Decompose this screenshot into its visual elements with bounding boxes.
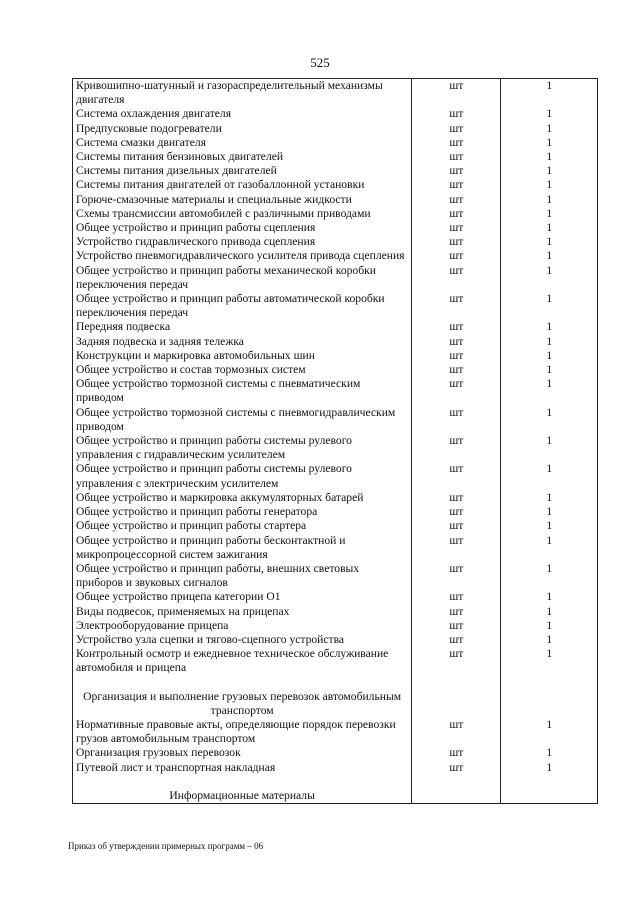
- item-quantity: 1: [501, 221, 598, 235]
- table-row: [73, 264, 598, 292]
- table-row: [73, 150, 598, 164]
- item-quantity: 1: [501, 107, 598, 121]
- table-row: [73, 164, 598, 178]
- item-quantity: 1: [501, 562, 598, 590]
- item-quantity: 1: [501, 647, 598, 675]
- item-name: Общее устройство и принцип работы бесконтактной и микропроцессорной систем зажигания: [73, 534, 412, 562]
- table-row: [73, 633, 598, 647]
- item-quantity: 1: [501, 633, 598, 647]
- table-row: [73, 107, 598, 121]
- item-name: Устройство узла сцепки и тягово-сцепного устройства: [73, 633, 412, 647]
- item-unit: шт: [412, 79, 501, 108]
- empty-cell: [412, 789, 501, 804]
- item-name: Конструкции и маркировка автомобильных шин: [73, 349, 412, 363]
- item-quantity: 1: [501, 605, 598, 619]
- item-quantity: 1: [501, 619, 598, 633]
- item-quantity: 1: [501, 178, 598, 192]
- table-row: [73, 647, 598, 675]
- item-name: Системы питания дизельных двигателей: [73, 164, 412, 178]
- table-row: [73, 178, 598, 192]
- spacer-row: [73, 775, 598, 789]
- item-unit: шт: [412, 292, 501, 320]
- table-row: [73, 193, 598, 207]
- item-name: Передняя подвеска: [73, 320, 412, 334]
- item-name: Система смазки двигателя: [73, 136, 412, 150]
- table-row: [73, 377, 598, 405]
- item-name: Устройство гидравлического привода сцепления: [73, 235, 412, 249]
- spacer-row: [73, 676, 598, 690]
- item-quantity: 1: [501, 79, 598, 108]
- table-row: [73, 462, 598, 490]
- empty-cell: [412, 676, 501, 690]
- item-name: Схемы трансмиссии автомобилей с различными приводами: [73, 207, 412, 221]
- empty-cell: [412, 690, 501, 718]
- item-quantity: 1: [501, 122, 598, 136]
- item-name: Виды подвесок, применяемых на прицепах: [73, 605, 412, 619]
- item-quantity: 1: [501, 377, 598, 405]
- item-name: Задняя подвеска и задняя тележка: [73, 335, 412, 349]
- item-unit: шт: [412, 150, 501, 164]
- item-name: Общее устройство и принцип работы стартера: [73, 519, 412, 533]
- item-unit: шт: [412, 320, 501, 334]
- item-unit: шт: [412, 746, 501, 760]
- item-quantity: 1: [501, 136, 598, 150]
- item-unit: шт: [412, 249, 501, 263]
- item-quantity: 1: [501, 335, 598, 349]
- item-name: Общее устройство и маркировка аккумуляторных батарей: [73, 491, 412, 505]
- item-quantity: 1: [501, 462, 598, 490]
- item-unit: шт: [412, 519, 501, 533]
- item-quantity: 1: [501, 406, 598, 434]
- item-unit: шт: [412, 164, 501, 178]
- table-row: [73, 505, 598, 519]
- item-name: Общее устройство и принцип работы сцепления: [73, 221, 412, 235]
- equipment-table: [72, 78, 598, 804]
- item-name: Путевой лист и транспортная накладная: [73, 761, 412, 775]
- item-unit: шт: [412, 193, 501, 207]
- section-heading: Информационные материалы: [73, 789, 412, 804]
- item-unit: шт: [412, 462, 501, 490]
- item-unit: шт: [412, 534, 501, 562]
- table-row: [73, 491, 598, 505]
- item-unit: шт: [412, 718, 501, 746]
- item-quantity: 1: [501, 349, 598, 363]
- item-name: Общее устройство и принцип работы механической коробки переключения передач: [73, 264, 412, 292]
- item-unit: шт: [412, 349, 501, 363]
- item-name: Система охлаждения двигателя: [73, 107, 412, 121]
- table-row: [73, 363, 598, 377]
- table-row: [73, 221, 598, 235]
- table-row: [73, 207, 598, 221]
- item-unit: шт: [412, 505, 501, 519]
- table-row: [73, 292, 598, 320]
- item-quantity: 1: [501, 434, 598, 462]
- item-unit: шт: [412, 136, 501, 150]
- empty-cell: [501, 789, 598, 804]
- item-name: Системы питания двигателей от газобаллонной установки: [73, 178, 412, 192]
- table-row: [73, 434, 598, 462]
- item-quantity: 1: [501, 249, 598, 263]
- item-quantity: 1: [501, 519, 598, 533]
- item-name: Общее устройство и принцип работы системы рулевого управления с электрическим усилителем: [73, 462, 412, 490]
- item-quantity: 1: [501, 761, 598, 775]
- table-row: [73, 335, 598, 349]
- item-unit: шт: [412, 335, 501, 349]
- item-quantity: 1: [501, 150, 598, 164]
- item-name: Контрольный осмотр и ежедневное техническое обслуживание автомобиля и прицепа: [73, 647, 412, 675]
- item-name: Общее устройство прицепа категории О1: [73, 590, 412, 604]
- empty-cell: [73, 775, 412, 789]
- item-unit: шт: [412, 605, 501, 619]
- item-quantity: 1: [501, 207, 598, 221]
- table-row: [73, 605, 598, 619]
- item-name: Электрооборудование прицепа: [73, 619, 412, 633]
- item-name: Горюче-смазочные материалы и специальные жидкости: [73, 193, 412, 207]
- item-quantity: 1: [501, 363, 598, 377]
- item-name: Общее устройство и состав тормозных систем: [73, 363, 412, 377]
- item-name: Общее устройство тормозной системы с пневмогидравлическим приводом: [73, 406, 412, 434]
- item-quantity: 1: [501, 718, 598, 746]
- table-row: [73, 519, 598, 533]
- empty-cell: [412, 775, 501, 789]
- item-quantity: 1: [501, 534, 598, 562]
- item-unit: шт: [412, 434, 501, 462]
- table-row: [73, 320, 598, 334]
- item-quantity: 1: [501, 505, 598, 519]
- item-unit: шт: [412, 619, 501, 633]
- item-name: Общее устройство и принцип работы автоматической коробки переключения передач: [73, 292, 412, 320]
- item-unit: шт: [412, 491, 501, 505]
- item-unit: шт: [412, 207, 501, 221]
- empty-cell: [73, 676, 412, 690]
- table-row: [73, 349, 598, 363]
- item-name: Кривошипно-шатунный и газораспределительный механизмы двигателя: [73, 79, 412, 108]
- item-unit: шт: [412, 235, 501, 249]
- item-unit: шт: [412, 178, 501, 192]
- item-unit: шт: [412, 107, 501, 121]
- table-row: [73, 718, 598, 746]
- item-unit: шт: [412, 633, 501, 647]
- table-row: [73, 406, 598, 434]
- empty-cell: [501, 690, 598, 718]
- item-unit: шт: [412, 761, 501, 775]
- table-row: [73, 122, 598, 136]
- item-name: Общее устройство и принцип работы, внешних световых приборов и звуковых сигналов: [73, 562, 412, 590]
- item-unit: шт: [412, 264, 501, 292]
- item-quantity: 1: [501, 164, 598, 178]
- table-row: [73, 79, 598, 108]
- item-name: Предпусковые подогреватели: [73, 122, 412, 136]
- section-heading-row: [73, 690, 598, 718]
- empty-cell: [501, 676, 598, 690]
- item-unit: шт: [412, 122, 501, 136]
- item-unit: шт: [412, 590, 501, 604]
- table-row: [73, 249, 598, 263]
- footer-note: Приказ об утверждении примерных программ – 06: [68, 841, 264, 851]
- item-name: Общее устройство и принцип работы системы рулевого управления с гидравлическим усилителем: [73, 434, 412, 462]
- item-quantity: 1: [501, 491, 598, 505]
- item-name: Общее устройство и принцип работы генератора: [73, 505, 412, 519]
- section-heading-row: [73, 789, 598, 804]
- item-quantity: 1: [501, 235, 598, 249]
- page-number: 525: [310, 55, 330, 70]
- section-heading: Организация и выполнение грузовых перевозок автомобильным транспортом: [73, 690, 412, 718]
- item-unit: шт: [412, 221, 501, 235]
- item-name: Устройство пневмогидравлического усилителя привода сцепления: [73, 249, 412, 263]
- table-row: [73, 136, 598, 150]
- table-row: [73, 534, 598, 562]
- item-unit: шт: [412, 377, 501, 405]
- item-quantity: 1: [501, 193, 598, 207]
- item-name: Нормативные правовые акты, определяющие порядок перевозки грузов автомобильным транспортом: [73, 718, 412, 746]
- item-unit: шт: [412, 562, 501, 590]
- table-row: [73, 562, 598, 590]
- item-name: Организация грузовых перевозок: [73, 746, 412, 760]
- item-name: Системы питания бензиновых двигателей: [73, 150, 412, 164]
- item-name: Общее устройство тормозной системы с пневматическим приводом: [73, 377, 412, 405]
- table-row: [73, 235, 598, 249]
- item-unit: шт: [412, 363, 501, 377]
- item-unit: шт: [412, 406, 501, 434]
- table-row: [73, 619, 598, 633]
- table-row: [73, 761, 598, 775]
- item-quantity: 1: [501, 292, 598, 320]
- empty-cell: [501, 775, 598, 789]
- item-quantity: 1: [501, 264, 598, 292]
- item-quantity: 1: [501, 590, 598, 604]
- item-unit: шт: [412, 647, 501, 675]
- table-body: [73, 79, 598, 804]
- item-quantity: 1: [501, 320, 598, 334]
- table-row: [73, 590, 598, 604]
- item-quantity: 1: [501, 746, 598, 760]
- table-row: [73, 746, 598, 760]
